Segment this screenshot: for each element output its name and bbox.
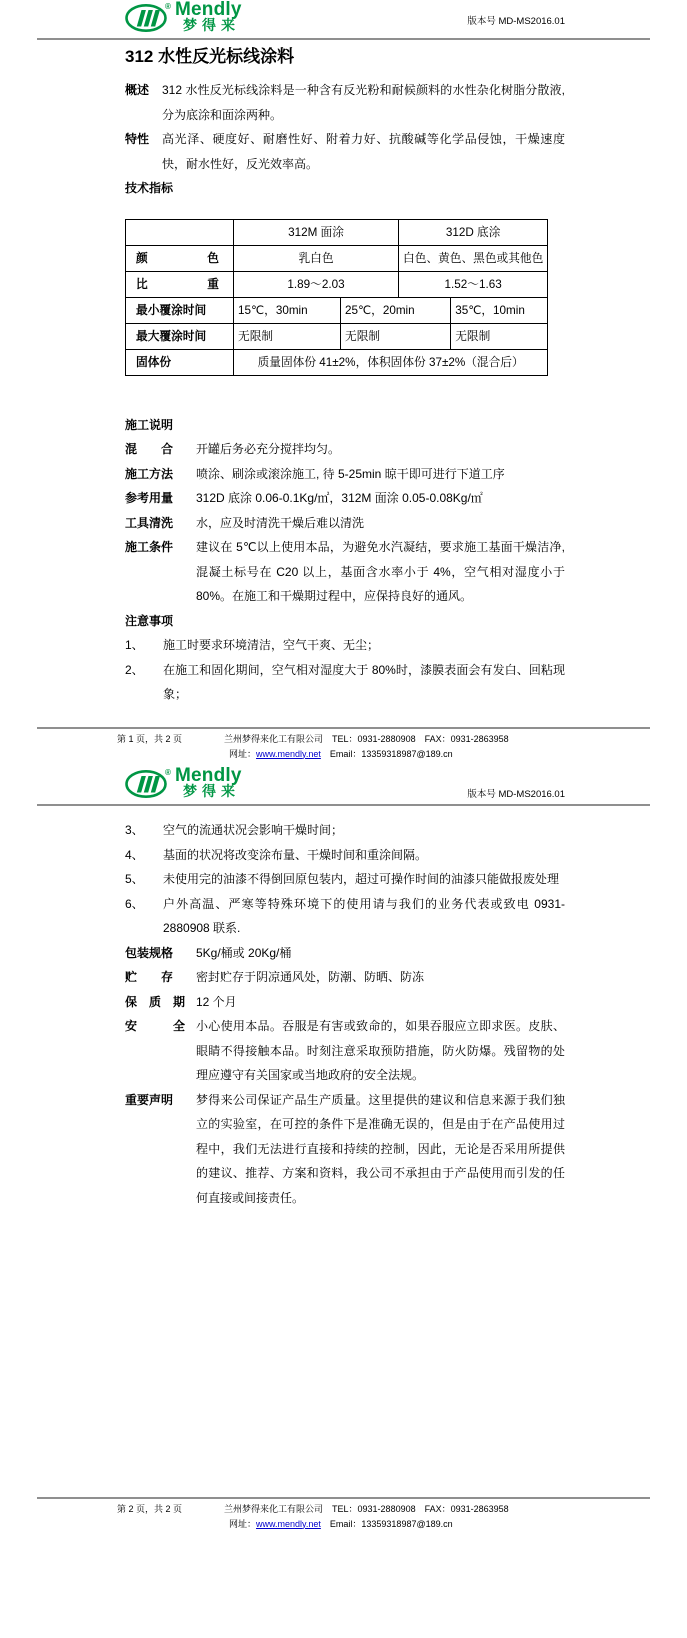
item-disclaimer bbox=[125, 1088, 565, 1211]
note-number: 4、 bbox=[125, 847, 144, 862]
item-storage bbox=[125, 965, 565, 990]
construction-item-mixing bbox=[125, 437, 565, 462]
item-label: 贮 存 bbox=[125, 970, 174, 984]
doc-title: 312 水性反光标线涂料 bbox=[125, 47, 295, 66]
item-label: 重要声明 bbox=[125, 1092, 174, 1107]
note-number: 5、 bbox=[125, 872, 144, 886]
row-label: 最大覆涂时间 bbox=[126, 323, 234, 349]
page-2-footer bbox=[37, 1497, 650, 1531]
item-shelf-life bbox=[125, 990, 565, 1015]
brand-logo-text bbox=[175, 1, 242, 33]
table-cell: 25℃，20min bbox=[341, 297, 451, 323]
note-item-6 bbox=[125, 892, 565, 941]
note-item-1 bbox=[125, 633, 565, 658]
features-text: 高光泽、硬度好、耐磨性好、附着力好、抗酸碱等化学品侵蚀，干燥速度快，耐水性好，反光效率高。 bbox=[162, 132, 565, 171]
page-1 bbox=[0, 0, 687, 760]
footer-fax: FAX：0931-2863958 bbox=[424, 1504, 509, 1514]
page-1-header bbox=[37, 0, 650, 40]
page-2-content bbox=[125, 818, 565, 1210]
brand-name-en: Mendly bbox=[175, 0, 242, 20]
table-cell: 乳白色 bbox=[234, 245, 399, 271]
notes-heading: 注意事项 bbox=[125, 613, 174, 628]
item-label: 包装规格 bbox=[125, 945, 174, 960]
table-cell: 无限制 bbox=[341, 323, 451, 349]
page-2-header bbox=[37, 760, 650, 806]
note-number: 2、 bbox=[125, 662, 144, 677]
item-packaging bbox=[125, 941, 565, 966]
note-text: 户外高温、严寒等特殊环境下的使用请与我们的业务代表或致电 0931-2880908 联系. bbox=[163, 896, 565, 935]
footer-company-info bbox=[224, 1502, 509, 1531]
footer-web bbox=[229, 1517, 321, 1532]
construction-heading: 施工说明 bbox=[125, 417, 174, 432]
page-1-content bbox=[125, 40, 565, 707]
footer-tel: TEL：0931-2880908 bbox=[332, 734, 416, 744]
note-number: 6、 bbox=[125, 896, 144, 911]
brand-logo bbox=[125, 1, 242, 34]
overview-label: 概述 bbox=[125, 83, 150, 97]
brand-name-en: Mendly bbox=[175, 765, 242, 786]
overview-text: 312 水性反光标线涂料是一种含有反光粉和耐候颜料的水性杂化树脂分散液, 分为底涂和面涂两种。 bbox=[162, 83, 565, 122]
note-text: 未使用完的油漆不得倒回原包装内，超过可操作时间的油漆只能做报废处理 bbox=[163, 872, 560, 886]
item-label: 工具清洗 bbox=[125, 515, 174, 530]
footer-company-info bbox=[224, 732, 509, 760]
table-cell: 1.89～2.03 bbox=[234, 271, 399, 297]
brand-name-cn: 梦得来 bbox=[183, 17, 240, 33]
mendly-emblem-icon bbox=[125, 1, 173, 34]
footer-page-number: 第 1 页，共 2 页 bbox=[117, 734, 183, 744]
row-label: 最小覆涂时间 bbox=[126, 297, 234, 323]
item-text: 水，应及时清洗干燥后难以清洗 bbox=[196, 515, 365, 530]
construction-item-dosage bbox=[125, 486, 565, 511]
footer-web-label: 网址： bbox=[229, 1518, 257, 1529]
brand-logo-text bbox=[175, 767, 242, 799]
item-label: 参考用量 bbox=[125, 491, 174, 505]
mendly-emblem-icon bbox=[125, 767, 173, 800]
note-text: 基面的状况将改变涂布量、干燥时间和重涂间隔。 bbox=[163, 847, 428, 862]
footer-fax: FAX：0931-2863958 bbox=[424, 734, 509, 744]
construction-item-method bbox=[125, 462, 565, 487]
note-number: 1、 bbox=[125, 638, 144, 652]
item-label: 施工条件 bbox=[125, 540, 174, 554]
item-label: 施工方法 bbox=[125, 466, 174, 481]
row-label: 颜 色 bbox=[126, 245, 234, 271]
note-item-3 bbox=[125, 818, 565, 843]
item-text: 梦得来公司保证产品生产质量。这里提供的建议和信息来源于我们独立的实验室，在可控的条件下是准确无误的，但是由于在产品使用过程中，我们无法进行直接和持续的控制，因此，无论是否采用所提供的建议、推荐、方案和资料，我公司不承担由于产品使用而引发的任何直接或间接责任。 bbox=[196, 1092, 565, 1205]
table-header-312d: 312D 底涂 bbox=[399, 219, 548, 245]
footer-email: Email：13359318987@189.cn bbox=[329, 1518, 453, 1529]
note-text: 空气的流通状况会影响干燥时间； bbox=[163, 823, 344, 837]
table-row-solids bbox=[126, 349, 548, 375]
page-1-footer bbox=[37, 727, 650, 760]
footer-company: 兰州梦得来化工有限公司 bbox=[224, 1504, 324, 1514]
footer-tel: TEL：0931-2880908 bbox=[332, 1504, 416, 1514]
table-cell: 1.52～1.63 bbox=[399, 271, 548, 297]
note-item-2 bbox=[125, 658, 565, 707]
footer-web-label: 网址： bbox=[229, 748, 257, 759]
footer-line-2 bbox=[229, 1517, 509, 1532]
table-row-color bbox=[126, 245, 548, 271]
table-cell: 35℃，10min bbox=[451, 297, 548, 323]
item-label: 保 质 期 bbox=[125, 994, 186, 1009]
table-cell: 白色、黄色、黑色或其他色 bbox=[399, 245, 548, 271]
item-label: 安 全 bbox=[125, 1019, 186, 1033]
row-label: 固体份 bbox=[126, 349, 234, 375]
item-text: 开罐后务必充分搅拌均匀。 bbox=[196, 442, 341, 456]
tech-specs-heading: 技术指标 bbox=[125, 181, 174, 195]
table-row-max-recoat bbox=[126, 323, 548, 349]
note-item-5 bbox=[125, 867, 565, 892]
item-safety bbox=[125, 1014, 565, 1088]
item-text: 5Kg/桶或 20Kg/桶 bbox=[196, 945, 292, 960]
footer-body bbox=[37, 1499, 650, 1531]
item-label: 混 合 bbox=[125, 442, 174, 456]
table-row-min-recoat bbox=[126, 297, 548, 323]
brand-logo bbox=[125, 767, 242, 800]
tech-spec-table bbox=[125, 219, 548, 376]
table-cell: 15℃，30min bbox=[234, 297, 341, 323]
table-header-312m: 312M 面涂 bbox=[234, 219, 399, 245]
item-text: 建议在 5℃以上使用本品，为避免水汽凝结，要求施工基面干燥洁净, 混凝土标号在 C20 以上，基面含水率小于 4%，空气相对湿度小于 80%。在施工和干燥期过程中，应保持良好的通风。 bbox=[196, 540, 565, 603]
table-corner-cell bbox=[126, 219, 234, 245]
item-text: 喷涂、刷涂或滚涂施工, 待 5-25min 晾干即可进行下道工序 bbox=[196, 466, 505, 481]
brand-name-cn: 梦得来 bbox=[183, 783, 240, 799]
row-label: 比 重 bbox=[126, 271, 234, 297]
note-number: 3、 bbox=[125, 823, 144, 837]
table-cell: 无限制 bbox=[451, 323, 548, 349]
footer-page-number: 第 2 页，共 2 页 bbox=[117, 1504, 183, 1514]
item-text: 312D 底涂 0.06-0.1Kg/㎡，312M 面涂 0.05-0.08Kg/㎡ bbox=[196, 491, 483, 505]
item-text: 小心使用本品。吞服是有害或致命的，如果吞服应立即求医。皮肤、眼睛不得接触本品。时刻注意采取预防措施，防火防爆。残留物的处理应遵守有关国家或当地政府的安全法规。 bbox=[196, 1019, 565, 1082]
footer-web bbox=[229, 747, 321, 761]
page-2 bbox=[0, 760, 687, 1638]
note-text: 在施工和固化期间，空气相对湿度大于 80%时，漆膜表面会有发白、回粘现象； bbox=[163, 662, 565, 701]
table-cell: 质量固体份 41±2%，体积固体份 37±2%（混合后） bbox=[234, 349, 548, 375]
footer-line-1 bbox=[224, 732, 509, 747]
version-label: 版本号 MD-MS2016.01 bbox=[467, 16, 565, 27]
footer-website-link[interactable]: www.mendly.net bbox=[256, 1518, 321, 1529]
item-text: 密封贮存于阴凉通风处，防潮、防晒、防冻 bbox=[196, 970, 425, 984]
note-text: 施工时要求环境清洁，空气干爽、无尘； bbox=[163, 638, 380, 652]
registered-mark: ® bbox=[165, 2, 171, 11]
table-row-density bbox=[126, 271, 548, 297]
note-item-4 bbox=[125, 843, 565, 868]
table-header-row bbox=[126, 219, 548, 245]
item-text: 12 个月 bbox=[196, 994, 237, 1009]
footer-website-link[interactable]: www.mendly.net bbox=[256, 748, 321, 759]
registered-mark: ® bbox=[165, 768, 171, 777]
footer-line-1 bbox=[224, 1502, 509, 1517]
section-features bbox=[125, 127, 565, 176]
table-cell: 无限制 bbox=[234, 323, 341, 349]
version-label: 版本号 MD-MS2016.01 bbox=[467, 789, 565, 800]
construction-item-conditions bbox=[125, 535, 565, 609]
footer-line-2 bbox=[229, 747, 509, 761]
footer-email: Email：13359318987@189.cn bbox=[329, 748, 453, 759]
footer-company: 兰州梦得来化工有限公司 bbox=[224, 734, 324, 744]
footer-body bbox=[37, 729, 650, 760]
features-label: 特性 bbox=[125, 132, 150, 146]
section-overview bbox=[125, 78, 565, 127]
construction-item-cleaning bbox=[125, 511, 565, 536]
